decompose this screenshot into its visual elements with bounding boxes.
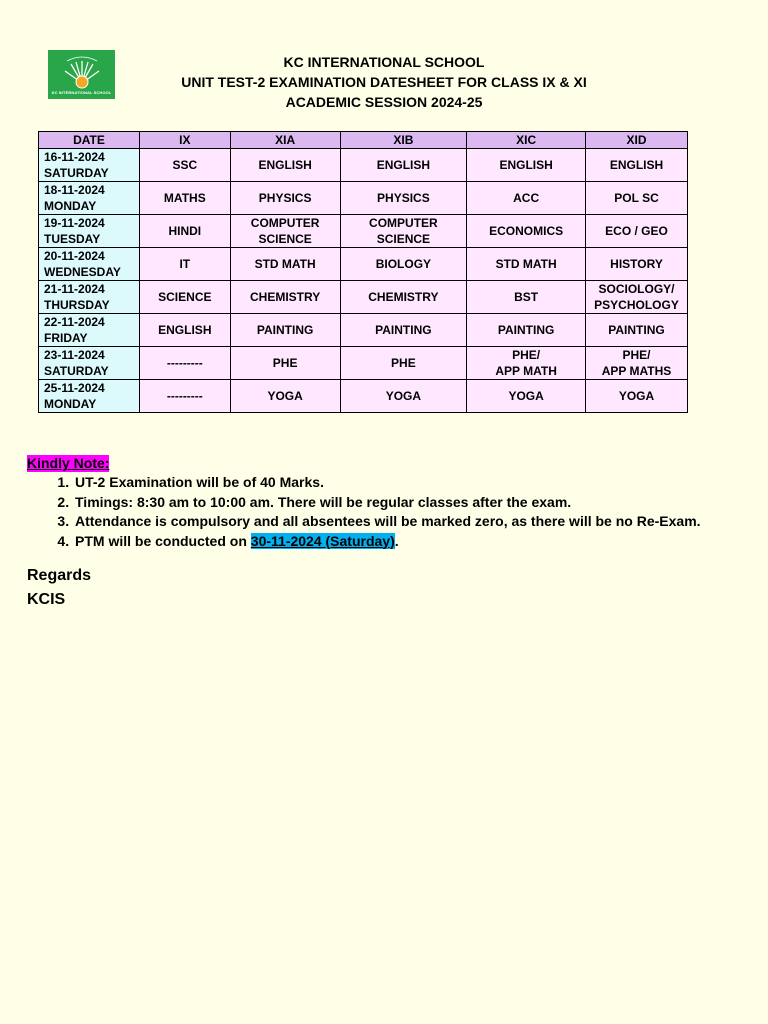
subject-cell-xia — [230, 248, 340, 281]
subject-cell-xia — [230, 149, 340, 182]
subject-line: PHYSICS — [377, 191, 430, 205]
subject-cell-xic — [467, 182, 586, 215]
subject-cell-xic — [467, 281, 586, 314]
column-header-ix: IX — [139, 132, 230, 149]
subject-line: BST — [514, 290, 539, 304]
subject-cell-ix: --------- — [139, 380, 230, 413]
subject-cell-xic — [467, 347, 586, 380]
subject-cell-xic — [467, 149, 586, 182]
column-header-xid: XID — [586, 132, 688, 149]
subject-cell-xib — [340, 281, 467, 314]
subject-cell-ix: IT — [139, 248, 230, 281]
subject-line: ACC — [513, 191, 540, 205]
subject-cell-xic — [467, 215, 586, 248]
subject-cell-xib — [340, 149, 467, 182]
table-row — [39, 215, 688, 248]
date-cell — [39, 347, 140, 380]
date-cell — [39, 281, 140, 314]
exam-date: 18-11-2024 — [44, 183, 105, 197]
subject-cell-ix: SSC — [139, 149, 230, 182]
subject-cell-xia — [230, 380, 340, 413]
exam-day: TUESDAY — [44, 232, 101, 246]
subject-line: PAINTING — [256, 323, 314, 337]
subject-line: COMPUTER — [369, 216, 438, 230]
note-item: 1. UT-2 Examination will be of 40 Marks. — [73, 473, 701, 493]
subject-cell-ix: ENGLISH — [139, 314, 230, 347]
subject-cell-xia — [230, 215, 340, 248]
notes-title: Kindly Note: — [27, 455, 110, 471]
notes-list — [27, 473, 701, 551]
column-header-xib: XIB — [340, 132, 467, 149]
table-row — [39, 149, 688, 182]
school-name: KC INTERNATIONAL SCHOOL — [283, 54, 485, 70]
subject-cell-xid — [586, 149, 688, 182]
subject-line: YOGA — [267, 389, 303, 403]
subject-line: SOCIOLOGY/ — [598, 282, 675, 296]
exam-date: 19-11-2024 — [44, 216, 105, 230]
subject-cell-xib — [340, 380, 467, 413]
subject-line: PAINTING — [375, 323, 432, 337]
subject-cell-xia — [230, 314, 340, 347]
subject-cell-xid — [586, 380, 688, 413]
subject-line: CHEMISTRY — [368, 290, 439, 304]
subject-line: PHE/ — [622, 348, 651, 362]
table-row — [39, 248, 688, 281]
date-cell — [39, 248, 140, 281]
document-header — [0, 52, 768, 112]
subject-line: PHE — [272, 356, 298, 370]
column-header-date: DATE — [39, 132, 140, 149]
subject-line: PHE/ — [512, 348, 541, 362]
exam-day: WEDNESDAY — [44, 265, 121, 279]
datesheet-title: UNIT TEST-2 EXAMINATION DATESHEET FOR CLASS IX & XI — [181, 74, 587, 90]
subject-line: COMPUTER — [250, 216, 320, 230]
subject-line: STD MATH — [254, 257, 316, 271]
exam-day: MONDAY — [44, 397, 97, 411]
exam-date: 25-11-2024 — [44, 381, 105, 395]
subject-line: APP MATH — [495, 364, 557, 378]
academic-session: ACADEMIC SESSION 2024-25 — [285, 94, 483, 110]
subject-cell-xib — [340, 248, 467, 281]
notes-section — [27, 455, 701, 551]
subject-line: STD MATH — [495, 257, 557, 271]
subject-line: YOGA — [508, 389, 544, 403]
table-row — [39, 182, 688, 215]
subject-line: SCIENCE — [376, 232, 431, 246]
subject-cell-xid — [586, 347, 688, 380]
date-cell — [39, 182, 140, 215]
ptm-suffix: . — [394, 532, 399, 549]
exam-date: 22-11-2024 — [44, 315, 105, 329]
datesheet-table — [38, 131, 688, 413]
table-row — [39, 281, 688, 314]
subject-cell-ix: SCIENCE — [139, 281, 230, 314]
exam-day: SATURDAY — [44, 166, 109, 180]
note-item: 3. Attendance is compulsory and all absentees will be marked zero, as there will be no Re-Exam. — [73, 512, 701, 532]
subject-cell-xia — [230, 182, 340, 215]
subject-cell-xia — [230, 281, 340, 314]
table-header-row — [39, 132, 688, 149]
subject-line: ENGLISH — [258, 158, 312, 172]
exam-date: 16-11-2024 — [44, 150, 105, 164]
subject-cell-xib — [340, 347, 467, 380]
subject-line: PSYCHOLOGY — [594, 298, 679, 312]
subject-cell-xic — [467, 314, 586, 347]
exam-day: FRIDAY — [44, 331, 88, 345]
subject-cell-xib — [340, 215, 467, 248]
datesheet-body — [39, 149, 688, 413]
ptm-prefix: PTM will be conducted on — [75, 532, 251, 549]
subject-cell-xic — [467, 380, 586, 413]
subject-line: APP MATHS — [601, 364, 672, 378]
exam-day: MONDAY — [44, 199, 97, 213]
column-header-xic: XIC — [467, 132, 586, 149]
table-row — [39, 347, 688, 380]
regards-text: Regards — [27, 567, 92, 584]
subject-line: YOGA — [385, 389, 422, 403]
subject-line: ENGLISH — [499, 158, 553, 172]
date-cell — [39, 215, 140, 248]
subject-cell-xid — [586, 314, 688, 347]
subject-cell-xid — [586, 248, 688, 281]
subject-line: ECONOMICS — [489, 224, 564, 238]
exam-day: THURSDAY — [44, 298, 110, 312]
subject-cell-ix: --------- — [139, 347, 230, 380]
subject-line: CHEMISTRY — [250, 290, 321, 304]
table-row — [39, 314, 688, 347]
subject-line: POL SC — [614, 191, 659, 205]
subject-line: PHE — [391, 356, 416, 370]
subject-cell-xib — [340, 182, 467, 215]
table-row — [39, 380, 688, 413]
note-item-ptm — [73, 532, 701, 552]
subject-line: ENGLISH — [609, 158, 664, 172]
subject-cell-xid — [586, 215, 688, 248]
subject-line: YOGA — [618, 389, 655, 403]
subject-cell-xid — [586, 281, 688, 314]
subject-cell-xib — [340, 314, 467, 347]
subject-line: PHYSICS — [258, 191, 312, 205]
subject-line: SCIENCE — [258, 232, 312, 246]
logo-caption: KC INTERNATIONAL SCHOOL — [51, 89, 112, 95]
signoff-org: KCIS — [27, 591, 66, 608]
exam-date: 21-11-2024 — [44, 282, 105, 296]
signoff — [27, 564, 91, 612]
note-item: 2. Timings: 8:30 am to 10:00 am. There will be regular classes after the exam. — [73, 493, 701, 513]
subject-line: ENGLISH — [376, 158, 431, 172]
ptm-date: 30-11-2024 (Saturday) — [250, 532, 395, 549]
column-header-xia: XIA — [230, 132, 340, 149]
subject-line: PAINTING — [497, 323, 555, 337]
date-cell — [39, 380, 140, 413]
subject-line: ECO / GEO — [605, 224, 668, 238]
subject-line: BIOLOGY — [375, 257, 432, 271]
subject-line: HISTORY — [610, 257, 663, 271]
subject-line: PAINTING — [608, 323, 665, 337]
subject-cell-xia — [230, 347, 340, 380]
subject-cell-xic — [467, 248, 586, 281]
exam-date: 23-11-2024 — [44, 348, 105, 362]
exam-day: SATURDAY — [44, 364, 109, 378]
subject-cell-xid — [586, 182, 688, 215]
exam-date: 20-11-2024 — [44, 249, 105, 263]
date-cell — [39, 314, 140, 347]
subject-cell-ix: HINDI — [139, 215, 230, 248]
date-cell — [39, 149, 140, 182]
subject-cell-ix: MATHS — [139, 182, 230, 215]
